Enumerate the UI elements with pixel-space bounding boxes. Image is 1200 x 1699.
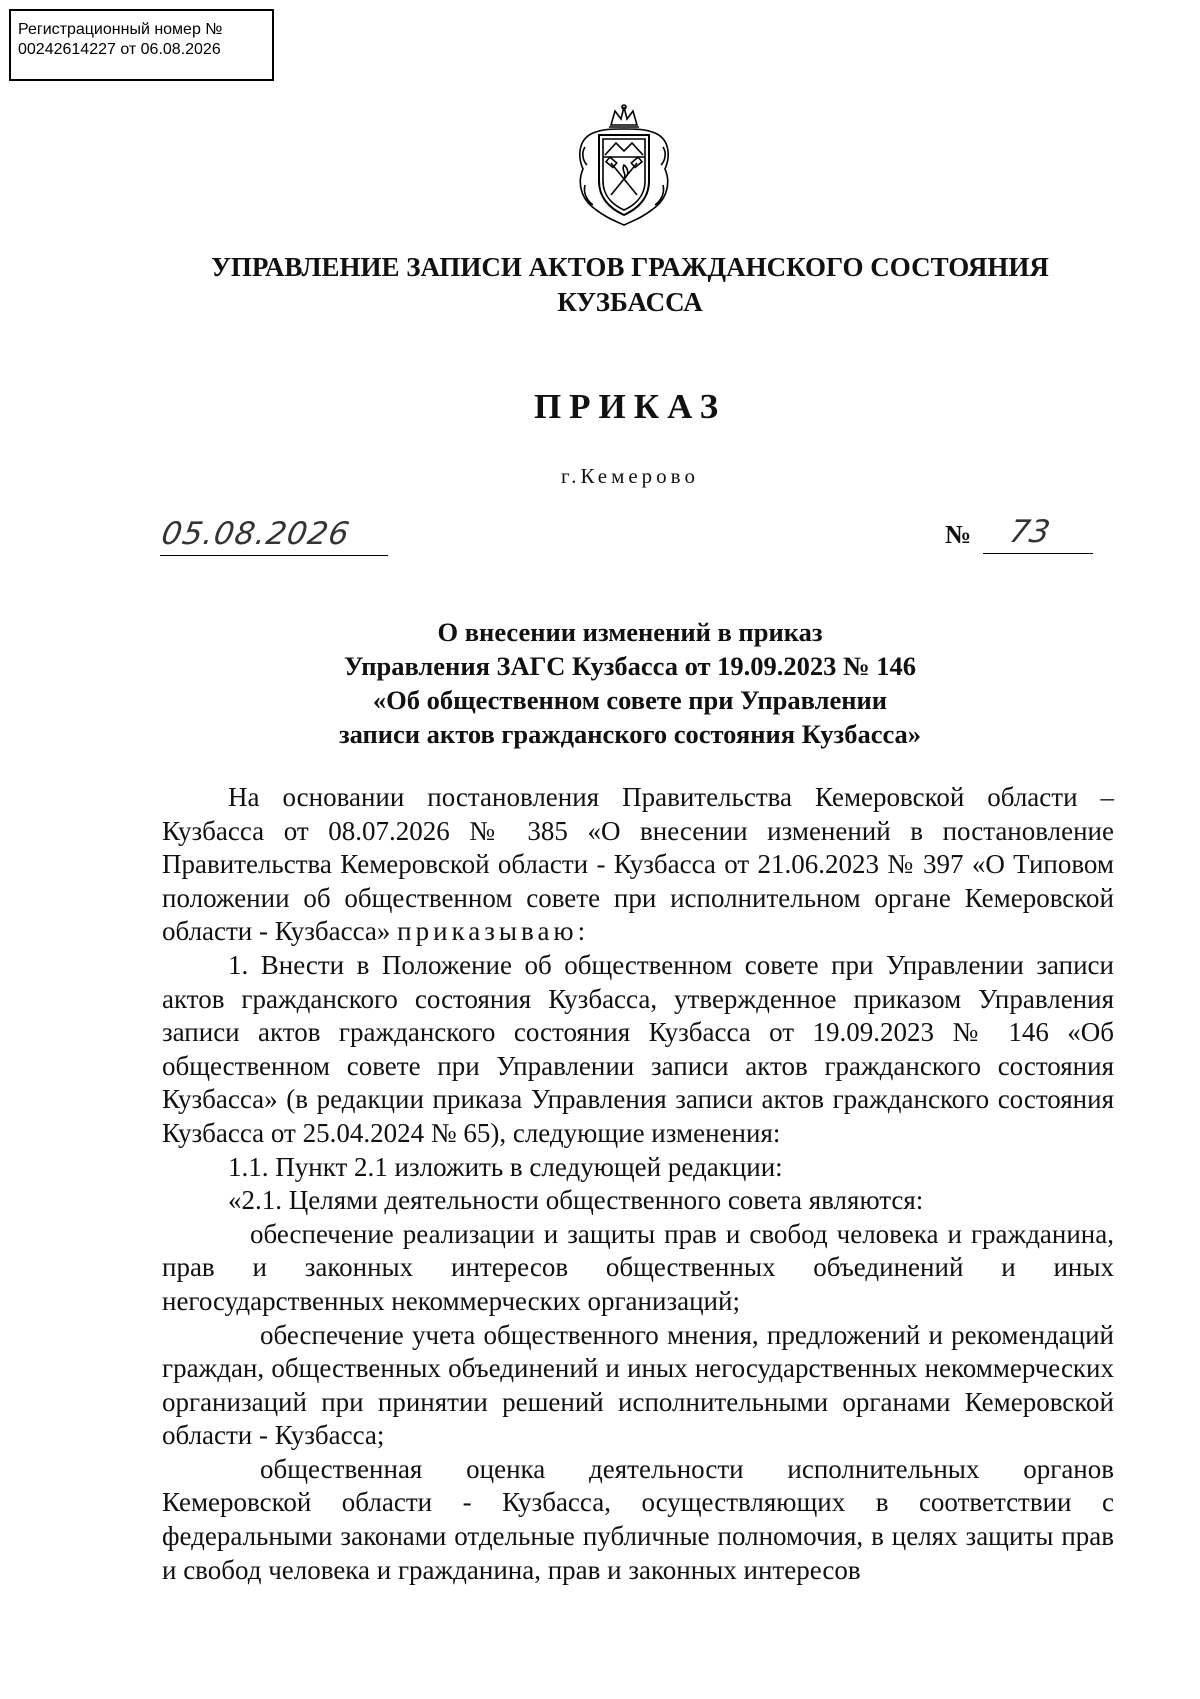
order-body bbox=[162, 781, 1114, 1620]
city-label: г.Кемерово bbox=[561, 464, 699, 488]
order-subject bbox=[150, 615, 1110, 751]
order-number-underline bbox=[983, 553, 1093, 554]
goal-1-paragraph: обеспечение реализации и защиты прав и свобод человека и гражданина, прав и законных интересов общественных объединений и иных негосударственных некоммерческих организаций; bbox=[162, 1218, 1114, 1316]
item-2-1-paragraph: «2.1. Целями деятельности общественного совета являются: bbox=[228, 1185, 924, 1216]
registration-stamp bbox=[9, 9, 274, 81]
order-verb: приказываю: bbox=[397, 916, 590, 947]
order-date-field bbox=[160, 514, 388, 556]
item-1-1-paragraph: 1.1. Пункт 2.1 изложить в следующей редакции: bbox=[228, 1151, 783, 1182]
goal-3-clip bbox=[162, 1453, 1114, 1620]
registration-line-1: Регистрационный номер № bbox=[18, 21, 223, 38]
registration-line-2: 00242614227 от 06.08.2026 bbox=[18, 41, 221, 58]
preamble-text: На основании постановления Правительства Кемеровской области – Кузбасса от 08.07.2026 № 385 «О внесении изменений в постановление Правительства Кемеровской области - Кузбасса от 21.06.2023 № 397 «О Типовом положении об общественном совете при исполнительном органе Кемеровской области - Кузбасса» bbox=[162, 782, 1114, 947]
subject-line-4: записи актов гражданского состояния Кузбасса» bbox=[338, 719, 922, 749]
subject-line-1: О внесении изменений в приказ bbox=[437, 617, 823, 647]
goal-3-paragraph: общественная оценка деятельности исполнительных органов Кемеровской области - Кузбасса, осуществляющих в соответствии с федеральными законами отдельные публичные полномочия, в целях защиты прав и свобод человека и гражданина, прав и законных интересов bbox=[162, 1453, 1114, 1585]
document-type-title: ПРИКАЗ bbox=[533, 387, 727, 426]
subject-line-3: «Об общественном совете при Управлении bbox=[372, 685, 888, 715]
kuzbass-coat-of-arms-icon bbox=[571, 103, 677, 227]
order-number-label: № bbox=[945, 520, 972, 549]
org-name-line-1: УПРАВЛЕНИЕ ЗАПИСИ АКТОВ ГРАЖДАНСКОГО СОСТОЯНИЯ bbox=[211, 252, 1049, 282]
goal-2-paragraph: обеспечение учета общественного мнения, предложений и рекомендаций граждан, общественных объединений и иных негосударственных некоммерческих организаций при принятии решений исполнительными органами Кемеровской области - Кузбасса; bbox=[162, 1319, 1114, 1451]
item-1-paragraph: 1. Внести в Положение об общественном совете при Управлении записи актов гражданского состояния Кузбасса, утвержденное приказом Управления записи актов гражданского состояния Кузбасса от 19.09.2023 № 146 «Об общественном совете при Управлении записи актов гражданского состояния Кузбасса» (в редакции приказа Управления записи актов гражданского состояния Кузбасса от 25.04.2024 № 65), следующие изменения: bbox=[162, 949, 1114, 1148]
preamble-paragraph bbox=[162, 781, 1114, 949]
order-date-handwritten: 05.08.2026 bbox=[158, 516, 353, 552]
order-number-handwritten: 73 bbox=[1006, 514, 1053, 550]
subject-line-2: Управления ЗАГС Кузбасса от 19.09.2023 № 146 bbox=[343, 651, 917, 681]
org-name-line-2: КУЗБАССА bbox=[557, 287, 703, 317]
